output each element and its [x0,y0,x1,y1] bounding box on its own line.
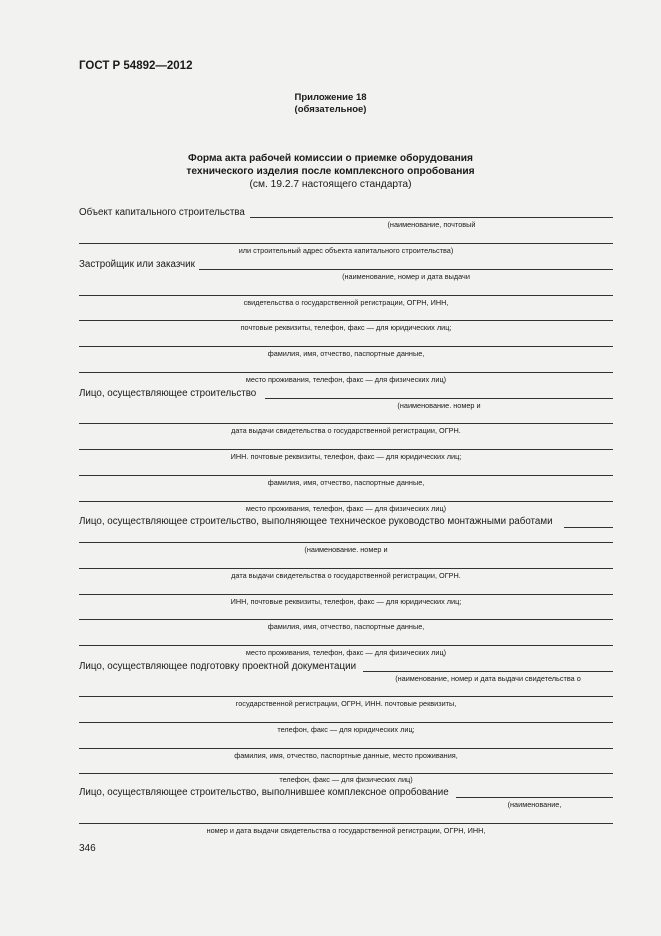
installation-supervisor-line-5 [79,619,613,620]
builder-line-1 [265,398,613,399]
builder-hint-4: фамилия, имя, отчество, паспортные данные, [267,478,425,487]
form-title-line2: технического изделия после комплексного опробования [186,166,475,177]
developer-line-4 [79,346,613,347]
builder-line-3 [79,449,613,450]
builder-line-4 [79,475,613,476]
designer-line-2 [79,696,613,697]
appendix-status: (обязательное) [294,104,367,115]
designer-hint-1: (наименование, номер и дата выдачи свидетельства о [395,674,581,683]
designer-hint-3: телефон, факс — для юридических лиц; [277,725,415,734]
commissioner-line-2 [79,823,613,824]
form-title-line1: Форма акта рабочей комиссии о приемке оборудования [188,153,473,164]
builder-hint-5: место проживания, телефон, факс — для физических лиц) [245,504,447,513]
capital-object-line-2 [79,243,613,244]
developer-line-5 [79,372,613,373]
installation-supervisor-hint-1: (наименование. номер и [304,545,388,554]
developer-line-3 [79,320,613,321]
page-number: 346 [79,843,96,854]
builder-hint-3: ИНН. почтовые реквизиты, телефон, факс — для юридических лиц; [230,452,462,461]
builder-hint-1: (наименование. номер и [397,401,481,410]
capital-object-hint-1: (наименование, почтовый [387,220,476,229]
developer-label: Застройщик или заказчик [79,259,195,270]
installation-supervisor-line-3 [79,568,613,569]
form-title-reference: (см. 19.2.7 настоящего стандарта) [249,179,412,190]
designer-label: Лицо, осуществляющее подготовку проектной документации [79,661,357,672]
installation-supervisor-line-4 [79,594,613,595]
appendix-number: Приложение 18 [294,92,367,103]
installation-supervisor-label: Лицо, осуществляющее строительство, выполняющее техническое руководство монтажными работами [79,516,553,527]
commissioner-label: Лицо, осуществляющее строительство, выполнившее комплексное опробование [79,787,449,798]
builder-hint-2: дата выдачи свидетельства о государственной регистрации, ОГРН. [231,426,461,435]
designer-hint-4: фамилия, имя, отчество, паспортные данные, место проживания, [234,751,458,760]
builder-line-5 [79,501,613,502]
commissioner-hint-2: номер и дата выдачи свидетельства о государственной регистрации, ОГРН, ИНН, [206,826,486,835]
capital-object-hint-2: или строительный адрес объекта капитального строительства) [238,246,454,255]
developer-hint-4: фамилия, имя, отчество, паспортные данные, [267,349,425,358]
capital-object-label: Объект капитального строительства [79,207,245,218]
installation-supervisor-line-1 [564,527,613,528]
designer-line-3 [79,722,613,723]
builder-label: Лицо, осуществляющее строительство [79,388,257,399]
designer-line-1 [363,671,613,672]
installation-supervisor-hint-2: дата выдачи свидетельства о государственной регистрации, ОГРН. [231,571,461,580]
designer-line-4 [79,748,613,749]
developer-hint-3: почтовые реквизиты, телефон, факс — для юридических лиц; [240,323,452,332]
capital-object-line-1 [250,217,613,218]
commissioner-line-1 [456,797,613,798]
installation-supervisor-hint-4: фамилия, имя, отчество, паспортные данные, [267,622,425,631]
installation-supervisor-line-6 [79,645,613,646]
designer-line-5 [79,773,613,774]
developer-line-1 [199,269,613,270]
installation-supervisor-hint-5: место проживания, телефон, факс — для физических лиц) [245,648,447,657]
designer-hint-5: телефон, факс — для физических лиц) [279,775,413,784]
developer-hint-1: (наименование, номер и дата выдачи [342,272,470,281]
developer-line-2 [79,295,613,296]
standard-code: ГОСТ Р 54892—2012 [79,60,193,72]
developer-hint-5: место проживания, телефон, факс — для физических лиц) [245,375,447,384]
installation-supervisor-hint-3: ИНН, почтовые реквизиты, телефон, факс — для юридических лиц; [230,597,462,606]
developer-hint-2: свидетельства о государственной регистрации, ОГРН, ИНН, [243,298,449,307]
builder-line-2 [79,423,613,424]
designer-hint-2: государственной регистрации, ОГРН, ИНН. почтовые реквизиты, [235,699,457,708]
installation-supervisor-line-2 [79,542,613,543]
commissioner-hint-1: (наименование, [507,800,562,809]
